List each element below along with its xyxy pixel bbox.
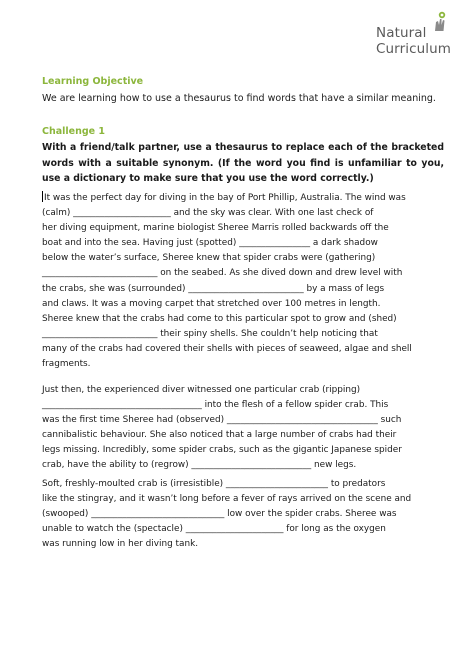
logo-text-natural: Natural xyxy=(376,25,427,41)
story-line: __________________________ their spiny shells. She couldn’t help noticing that xyxy=(42,328,378,339)
hand-with-sparkle-icon xyxy=(430,9,450,33)
text-cursor xyxy=(42,191,43,202)
story-line: Sheree knew that the crabs had come to this particular spot to grow and (shed) xyxy=(42,313,397,324)
challenge-heading: Challenge 1 xyxy=(42,126,106,137)
story-paragraph-1 xyxy=(42,191,462,372)
story-line: crab, have the ability to (regrow) ___________________________ new legs. xyxy=(42,460,357,471)
story-line: many of the crabs had covered their shells with pieces of seaweed, algae and shell xyxy=(42,343,412,354)
story-line: was the first time Sheree had (observed) __________________________________ such xyxy=(42,415,402,426)
natural-curriculum-logo xyxy=(370,8,470,68)
story-line: Just then, the experienced diver witnessed one particular crab (ripping) xyxy=(42,385,361,395)
story-line: legs missing. Incredibly, some spider crabs, such as the gigantic Japanese spider xyxy=(42,445,402,456)
story-line: Soft, freshly-moulted crab is (irresistible) _______________________ to predators xyxy=(42,479,386,489)
story-line: boat and into the sea. Having just (spotted) ________________ a dark shadow xyxy=(42,238,378,249)
story-line: fragments. xyxy=(42,359,91,370)
story-line-text: It was the perfect day for diving in the bay of Port Phillip, Australia. The wind was xyxy=(44,193,406,203)
challenge-instructions: With a friend/talk partner, use a thesaurus to replace each of the bracketed words with a suitable synonym. (If the word you find is unfamiliar to you, use a dictionary to make sure that you use the word correctly.) xyxy=(42,142,444,184)
story-paragraph-2 xyxy=(42,383,462,474)
learning-objective-text: We are learning how to use a thesaurus to find words that have a similar meaning. xyxy=(42,93,436,104)
story-line xyxy=(42,191,462,206)
story-line: below the water’s surface, Sheree knew that spider crabs were (gathering) xyxy=(42,253,376,264)
story-line: unable to watch the (spectacle) ______________________ for long as the oxygen xyxy=(42,524,386,535)
story-line: her diving equipment, marine biologist Sheree Marris rolled backwards off the xyxy=(42,223,389,234)
story-line: cannibalistic behaviour. She also noticed that a large number of crabs had their xyxy=(42,430,397,441)
logo-text-curriculum: Curriculum xyxy=(376,41,452,57)
story-line: the crabs, she was (surrounded) __________________________ by a mass of legs xyxy=(42,283,385,294)
story-paragraph-3 xyxy=(42,477,462,552)
learning-objective-heading: Learning Objective xyxy=(42,76,144,87)
story-line: (swooped) ______________________________ low over the spider crabs. Sheree was xyxy=(42,509,397,520)
story-line: __________________________ on the seabed. As she dived down and drew level with xyxy=(42,268,403,279)
story-line: (calm) ______________________ and the sky was clear. With one last check of xyxy=(42,208,374,219)
story-line: ____________________________________ into the flesh of a fellow spider crab. This xyxy=(42,400,389,411)
story-line: and claws. It was a moving carpet that stretched over 100 metres in length. xyxy=(42,298,381,309)
story-line: was running low in her diving tank. xyxy=(42,539,199,550)
story-line: like the stingray, and it wasn’t long before a fever of rays arrived on the scene and xyxy=(42,494,412,505)
